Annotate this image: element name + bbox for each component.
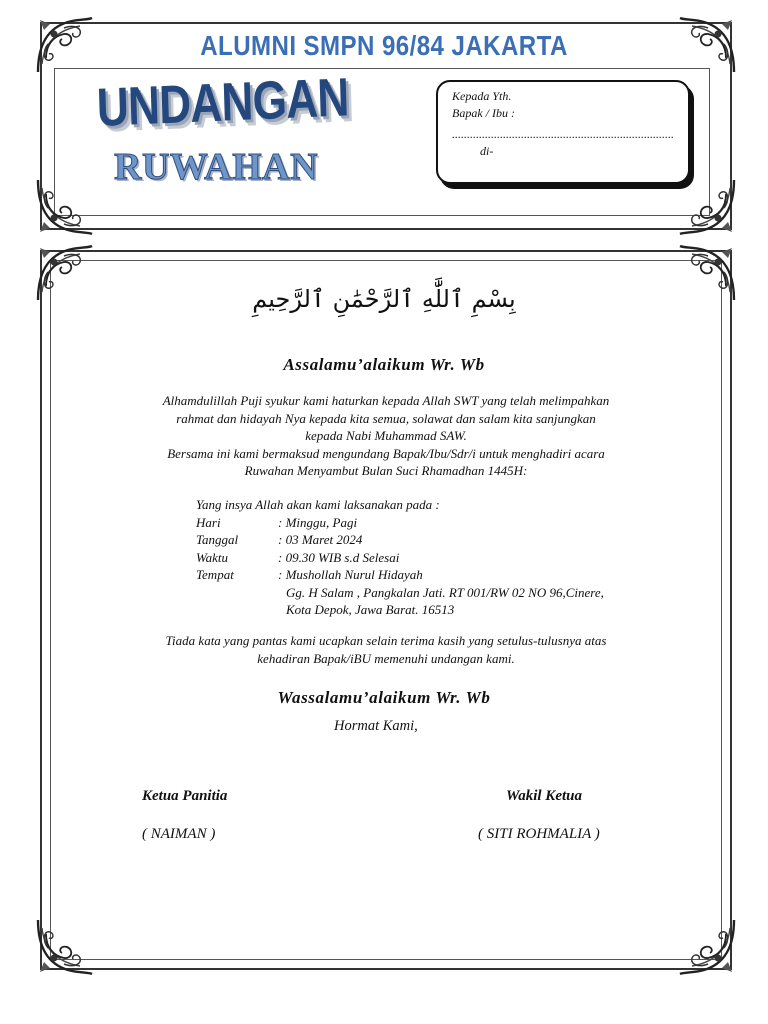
corner-ornament	[34, 176, 96, 238]
ruwahan-logo: RUWAHAN	[114, 146, 319, 188]
opening-greeting: Assalamu’alaikum Wr. Wb	[283, 355, 485, 374]
corner-ornament	[34, 916, 96, 978]
detail-label: Tempat	[196, 567, 234, 582]
detail-value: : Minggu, Pagi	[278, 514, 358, 530]
intro-line: rahmat dan hidayah Nya kepada kita semua, solawat dan salam kita sanjungkan	[176, 410, 596, 426]
intro-line: Bersama ini kami bermaksud mengundang Bapak/Ibu/Sdr/i untuk menghadiri acara	[167, 445, 605, 461]
closing-paragraph	[96, 632, 676, 667]
left-signatory-title: Ketua Panitia	[142, 788, 228, 804]
detail-label: Tanggal	[196, 532, 239, 547]
alumni-title: ALUMNI SMPN 96/84 JAKARTA	[200, 30, 568, 61]
closing-line: Tiada kata yang pantas kami ucapkan selain terima kasih yang setulus-tulusnya atas	[165, 633, 607, 648]
right-signatory-name: ( SITI ROHMALIA )	[478, 826, 600, 842]
recipient-salutation: Kepada Yth.	[452, 89, 512, 103]
recipient-address-box	[436, 80, 690, 184]
closing-greeting: Wassalamu’alaikum Wr. Wb	[277, 688, 491, 707]
right-signatory-title: Wakil Ketua	[506, 788, 582, 804]
corner-ornament	[676, 916, 738, 978]
intro-line: kepada Nabi Muhammad SAW.	[305, 428, 467, 443]
recipient-label: Bapak / Ibu :	[452, 106, 515, 120]
recipient-name-blank: ..........................................................................	[452, 127, 674, 141]
recipient-location: di-	[480, 144, 494, 158]
detail-label: Waktu	[196, 549, 229, 565]
detail-value: : Mushollah Nurul Hidayah	[278, 567, 423, 582]
regards-text: Hormat Kami,	[334, 718, 418, 734]
detail-label: Hari	[196, 514, 221, 530]
bismillah-text: بِسْمِ ٱللَّٰهِ ٱلرَّحْمَٰنِ ٱلرَّحِيمِ	[252, 285, 516, 313]
intro-line: Alhamdulillah Puji syukur kami haturkan kepada Allah SWT yang telah melimpahkan	[162, 393, 610, 408]
corner-ornament	[676, 176, 738, 238]
intro-paragraph	[96, 392, 676, 480]
undangan-logo: UNDANGAN	[96, 67, 350, 138]
closing-line: kehadiran Bapak/iBU memenuhi undangan kami.	[257, 650, 515, 666]
left-signatory-name: ( NAIMAN )	[142, 826, 216, 842]
detail-value: : 03 Maret 2024	[278, 532, 363, 547]
intro-line: Ruwahan Menyambut Bulan Suci Rhamadhan 1445H:	[244, 463, 528, 478]
detail-value: : 09.30 WIB s.d Selesai	[278, 549, 400, 565]
